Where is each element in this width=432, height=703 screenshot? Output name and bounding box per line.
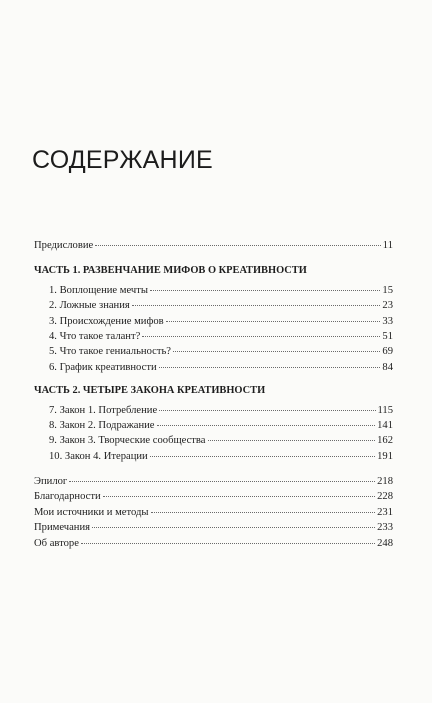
dot-leader bbox=[150, 456, 375, 457]
toc-entry-label: Мои источники и методы bbox=[34, 506, 149, 518]
toc-entry-label: 6. График креативности bbox=[49, 361, 157, 373]
dot-leader bbox=[95, 245, 381, 246]
toc-entry-page: 69 bbox=[382, 346, 393, 358]
toc-entry bbox=[34, 360, 393, 375]
toc-entry-page: 141 bbox=[377, 419, 393, 431]
toc-entry bbox=[34, 283, 393, 298]
toc-entry-label: 2. Ложные знания bbox=[49, 300, 130, 312]
toc-entry-back-matter bbox=[34, 489, 393, 504]
part-1-heading: ЧАСТЬ 1. РАЗВЕНЧАНИЕ МИФОВ О КРЕАТИВНОСТИ bbox=[34, 265, 307, 277]
toc-entry-label: 1. Воплощение мечты bbox=[49, 284, 148, 296]
toc-entry-back-matter bbox=[34, 520, 393, 535]
toc-entry-page: 15 bbox=[382, 284, 393, 296]
toc-entry bbox=[34, 329, 393, 344]
toc-entry-label: 9. Закон 3. Творческие сообщества bbox=[49, 435, 206, 447]
dot-leader bbox=[81, 543, 375, 544]
toc-entry-label: 5. Что такое гениальность? bbox=[49, 346, 172, 358]
toc-entry-back-matter bbox=[34, 536, 393, 551]
toc-entry-page: 248 bbox=[377, 537, 393, 549]
dot-leader bbox=[92, 527, 375, 528]
dot-leader bbox=[132, 305, 381, 306]
dot-leader bbox=[166, 321, 381, 322]
toc-entry-page: 84 bbox=[382, 361, 393, 373]
toc-entry-label: 10. Закон 4. Итерации bbox=[49, 450, 148, 462]
dot-leader bbox=[157, 425, 376, 426]
dot-leader bbox=[208, 440, 376, 441]
dot-leader bbox=[150, 290, 380, 291]
toc-entry-page: 191 bbox=[377, 450, 393, 462]
toc-entry-page: 233 bbox=[377, 522, 393, 534]
toc-entry-label: 7. Закон 1. Потребление bbox=[49, 404, 158, 416]
toc-entry-page: 23 bbox=[382, 300, 393, 312]
toc-entry-label: Благодарности bbox=[34, 491, 101, 503]
dot-leader bbox=[69, 481, 375, 482]
toc-entry bbox=[34, 314, 393, 329]
toc-entry bbox=[34, 403, 393, 418]
toc-entry-page: 115 bbox=[377, 404, 393, 416]
toc-entry-label: 8. Закон 2. Подражание bbox=[49, 419, 155, 431]
toc-entry-page: 218 bbox=[377, 476, 393, 488]
toc-entry bbox=[34, 433, 393, 448]
dot-leader bbox=[159, 367, 381, 368]
part-2-heading: ЧАСТЬ 2. ЧЕТЫРЕ ЗАКОНА КРЕАТИВНОСТИ bbox=[34, 385, 266, 397]
dot-leader bbox=[173, 351, 380, 352]
dot-leader bbox=[159, 410, 375, 411]
toc-entry bbox=[34, 418, 393, 433]
toc-entry-page: 162 bbox=[377, 435, 393, 447]
dot-leader bbox=[103, 496, 375, 497]
toc-entry bbox=[34, 344, 393, 359]
toc-entry-label: 3. Происхождение мифов bbox=[49, 315, 164, 327]
dot-leader bbox=[151, 512, 376, 513]
toc-entry-label: Эпилог bbox=[34, 476, 68, 488]
toc-entry-page: 51 bbox=[382, 330, 393, 342]
toc-entry-back-matter bbox=[34, 474, 393, 489]
page-title: СОДЕРЖАНИЕ bbox=[32, 146, 213, 174]
toc-entry-label: Предисловие bbox=[34, 240, 94, 251]
toc-entry-page: 33 bbox=[382, 315, 393, 327]
toc-entry-label: Об авторе bbox=[34, 537, 79, 549]
toc-entry-label: 4. Что такое талант? bbox=[49, 330, 141, 342]
toc-entry-page: 228 bbox=[377, 491, 393, 503]
toc-entry-preface bbox=[34, 238, 393, 253]
toc-entry-label: Примечания bbox=[34, 522, 90, 534]
toc-entry bbox=[34, 449, 393, 464]
toc-entry-page: 231 bbox=[377, 506, 393, 518]
table-of-contents bbox=[34, 238, 393, 551]
toc-entry-page: 11 bbox=[382, 240, 393, 251]
toc-entry bbox=[34, 298, 393, 313]
dot-leader bbox=[142, 336, 380, 337]
toc-entry-back-matter bbox=[34, 505, 393, 520]
